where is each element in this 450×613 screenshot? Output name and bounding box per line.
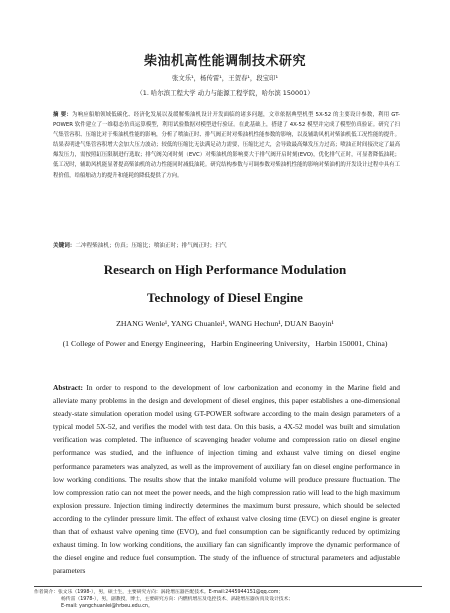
- english-title-line2: Technology of Diesel Engine: [147, 290, 303, 305]
- footnote-line-3: E-mail: yangchuanlei@hrbeu.edu.cn。: [61, 604, 153, 609]
- chinese-keywords-label: 关键词：: [53, 243, 76, 249]
- chinese-abstract: [53, 110, 400, 181]
- footnote-author1: 张文乐（1998-），男，硕士生，主要研究方向：涡轮增压器匹配技术。E-mail:2445944151@qq.com；: [58, 590, 284, 595]
- chinese-affiliation: （1. 哈尔滨工程大学 动力与能源工程学院，哈尔滨 150001）: [136, 89, 314, 97]
- english-abstract: [53, 381, 400, 577]
- english-abstract-text: In order to respond to the development of low carbonization and economy in the Marine field and alleviate many problems in the design and development of diesel engines, this paper establishes a one-dimensional steady-state simulation operation model using GT-POWER software according to the main design parameters of a typical model 5X-52, and verifies the model with test data. On this basis, a 4X-52 model was built and simulation verification was completed. The influence of scavenging header volume and compression ratio on diesel engine performance was studied, and the influence of injection timing and exhaust valve timing on diesel engine performance parameters was analyzed, as well as the improvement of auxiliary fan on diesel engine performance in low working conditions. The results show that the intake manifold volume will produce pressure fluctuation. The low compression ratio can not meet the power needs, and the high compression ratio will lead to the high maximum explosion pressure. Injection timing indirectly determines the maximum burst pressure, which should be selected according to the cylinder pressure limit. The effect of exhaust valve closing time (EVC) on diesel engine is greater than that of exhaust valve opening time (EVO), and fuel consumption can be significantly reduced by optimizing exhaust timing. In low working conditions, the auxiliary fan can significantly improve the dynamic performance of the diesel engine and reduce fuel consumption. The study of the influence of structural parameters and adjustable parameters: [53, 383, 400, 576]
- chinese-abstract-label: 摘 要：: [53, 112, 72, 118]
- chinese-title: 柴油机高性能调制技术研究: [143, 54, 306, 69]
- english-authors: ZHANG Wenle¹, YANG Chuanlei¹, WANG Hechun¹, DUAN Baoyin¹: [116, 319, 334, 328]
- chinese-abstract-text: 为响应船舶领域低碳化、经济化发展以及缓解柴油机设计开发面临的诸多问题，文章依据典型机型 5X-52 的主要设计参数，利用 GT-POWER 软件建立了一维稳态仿真运算模型，利用试验数据对模型进行验证。在此基础上，搭建了 4X-52 模型并完成了模型仿真验证。研究了扫气集管容积、压缩比对于柴油机性能的影响，分析了喷油正时、排气阀正时对柴油机性能参数的影响，以及辅助风机对柴油机低工况性能的提升。结果表明进气集管容积增大会加大压力波动；较低的压缩比无法满足动力需要，压缩比过大，会导致最高爆发压力过高；喷油正时间接决定了最高爆发压力，需按照缸压限制进行选取；排气阀关闭时刻（EVC）对柴油机的影响要大于排气阀开启时刻(EVO)，优化排气正时，可显著降低油耗；低工况时，辅助风机能显著提高柴油机的动力性能同时减低油耗。研究结构参数与可调参数对柴油机性能的影响对柴油机的开发设计过程中具有工程价值，给船舶动力的提升和能耗的降低提供了方向。: [53, 112, 400, 179]
- chinese-authors: 张文乐¹，杨传雷¹，王贺春¹，段宝印¹: [171, 74, 279, 82]
- chinese-keywords-text: 二冲程柴油机；仿真；压缩比；喷油正时；排气阀正时；扫气: [75, 243, 227, 249]
- english-abstract-label: Abstract:: [53, 383, 83, 392]
- footnote-line-2: 杨传雷（1978-），男，副教授，博士，主要研究方向：内燃机增压及电控技术、涡轮增压器仿真及设计技术；: [61, 597, 294, 602]
- english-title-line1: Research on High Performance Modulation: [103, 262, 347, 277]
- footnote-label: 作者简介：: [34, 590, 58, 595]
- footnote-divider: [34, 586, 422, 587]
- english-affiliation: (1 College of Power and Energy Engineering，Harbin Engineering University，Harbin 150001, China): [62, 339, 388, 348]
- chinese-keywords: [53, 241, 400, 249]
